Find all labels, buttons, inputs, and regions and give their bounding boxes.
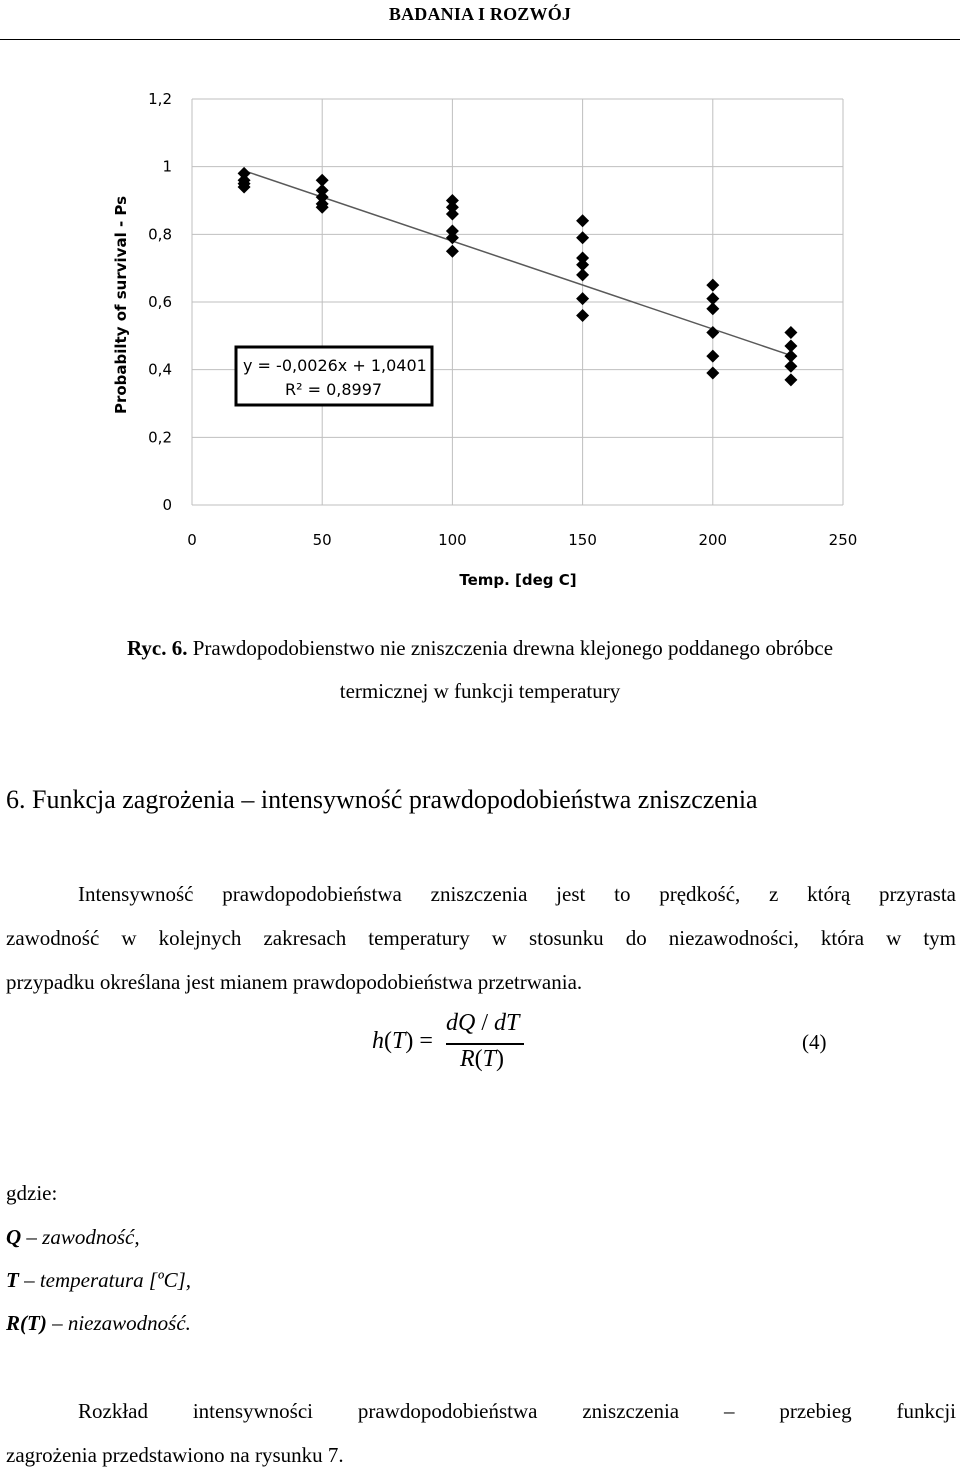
formula-num-t: T — [506, 1010, 520, 1036]
x-tick-label: 0 — [187, 531, 197, 549]
data-point — [576, 309, 589, 322]
annotation-r-squared: R² = 0,8997 — [285, 380, 383, 399]
formula-fraction-bar — [446, 1043, 524, 1045]
formula-num-d1: d — [446, 1010, 458, 1036]
x-tick-label: 250 — [828, 531, 858, 549]
definition-q-symbol: Q — [6, 1225, 22, 1249]
formula-lhs-close: ) = — [405, 1028, 433, 1054]
formula-denominator — [460, 1046, 504, 1073]
journal-section-title: BADANIA I ROZWÓJ — [388, 4, 572, 24]
y-tick-label: 0 — [162, 496, 172, 514]
equation-number: (4) — [802, 1030, 827, 1054]
data-point — [784, 373, 797, 386]
figure-caption-line-2 — [0, 679, 960, 704]
data-point — [446, 245, 459, 258]
paragraph-1-line-1: Intensywność prawdopodobieństwa zniszczenia jest to prędkość, z którą przyrasta — [78, 882, 956, 906]
hazard-function-formula — [0, 1010, 960, 1080]
data-point — [576, 292, 589, 305]
data-point — [576, 231, 589, 244]
data-point — [784, 360, 797, 373]
definition-r-text: – niezawodność. — [46, 1311, 191, 1335]
chart-grid — [192, 99, 843, 505]
data-point — [706, 302, 719, 315]
formula-num-d2: d — [494, 1010, 507, 1036]
paragraph-2-line-1: Rozkład intensywności prawdopodobieństwa zniszczenia – przebieg funkcji — [78, 1399, 956, 1423]
figure-caption-line-1 — [0, 636, 960, 661]
annotation-equation: y = -0,0026x + 1,0401 — [243, 356, 427, 375]
formula-den-r: R — [460, 1046, 475, 1072]
chart-svg — [108, 86, 860, 594]
section-heading: 6. Funkcja zagrożenia – intensywność prawdopodobieństwa zniszczenia — [6, 785, 758, 814]
figure-caption-label: Ryc. 6. — [126, 636, 188, 660]
data-point — [446, 208, 459, 221]
chart-annotation-box — [236, 347, 432, 405]
data-point — [576, 268, 589, 281]
data-point — [706, 350, 719, 363]
definition-t-symbol: T — [6, 1268, 19, 1292]
x-tick-label: 100 — [438, 531, 467, 549]
paragraph-1-line-2: zawodność w kolejnych zakresach temperatury w stosunku do niezawodności, która w tym — [6, 926, 956, 950]
formula-lhs-t: T — [392, 1028, 406, 1054]
figure-caption-text-1: Prawdopodobienstwo nie zniszczenia drewna klejonego poddanego obróbce — [192, 636, 834, 660]
y-tick-label: 1 — [162, 157, 172, 176]
formula-den-close: ) — [496, 1046, 505, 1072]
definitions-intro: gdzie: — [6, 1181, 58, 1205]
figure-caption-text-2: termicznej w funkcji temperatury — [339, 679, 621, 703]
chart-y-axis-label: Probabilty of survival - Ps — [112, 195, 130, 415]
y-tick-label: 0,4 — [148, 360, 172, 379]
formula-h: h — [372, 1028, 384, 1054]
formula-lhs — [372, 1028, 433, 1055]
definition-r-symbol: R(T) — [6, 1311, 47, 1335]
definition-q — [6, 1225, 140, 1250]
formula-num-q: Q — [458, 1010, 476, 1036]
x-tick-label: 50 — [312, 531, 332, 549]
formula-den-open: ( — [474, 1046, 483, 1072]
paragraph-1-line-3: przypadku określana jest mianem prawdopodobieństwa przetrwania. — [6, 970, 583, 994]
definition-t — [6, 1268, 191, 1293]
formula-lhs-open: ( — [384, 1028, 392, 1054]
data-point — [576, 214, 589, 227]
survival-probability-chart — [108, 86, 860, 594]
x-tick-label: 150 — [568, 531, 597, 549]
definition-q-text: – zawodność, — [21, 1225, 140, 1249]
data-point — [706, 279, 719, 292]
formula-numerator — [446, 1010, 519, 1037]
data-point — [706, 367, 719, 380]
y-tick-label: 0,6 — [148, 293, 172, 311]
y-tick-label: 0,2 — [148, 428, 172, 447]
paragraph-2-line-2: zagrożenia przedstawiono na rysunku 7. — [6, 1443, 344, 1467]
y-tick-label: 0,8 — [148, 225, 172, 244]
data-point — [784, 326, 797, 339]
running-header — [0, 0, 960, 40]
definition-t-text: – temperatura [ºC], — [18, 1268, 192, 1292]
definition-r — [6, 1311, 191, 1336]
chart-tick-labels — [148, 90, 857, 549]
chart-x-axis-label: Temp. [deg C] — [459, 571, 577, 589]
y-tick-label: 1,2 — [148, 90, 172, 108]
formula-num-slash: / — [475, 1010, 495, 1036]
x-tick-label: 200 — [698, 531, 728, 549]
formula-den-t: T — [482, 1046, 497, 1072]
